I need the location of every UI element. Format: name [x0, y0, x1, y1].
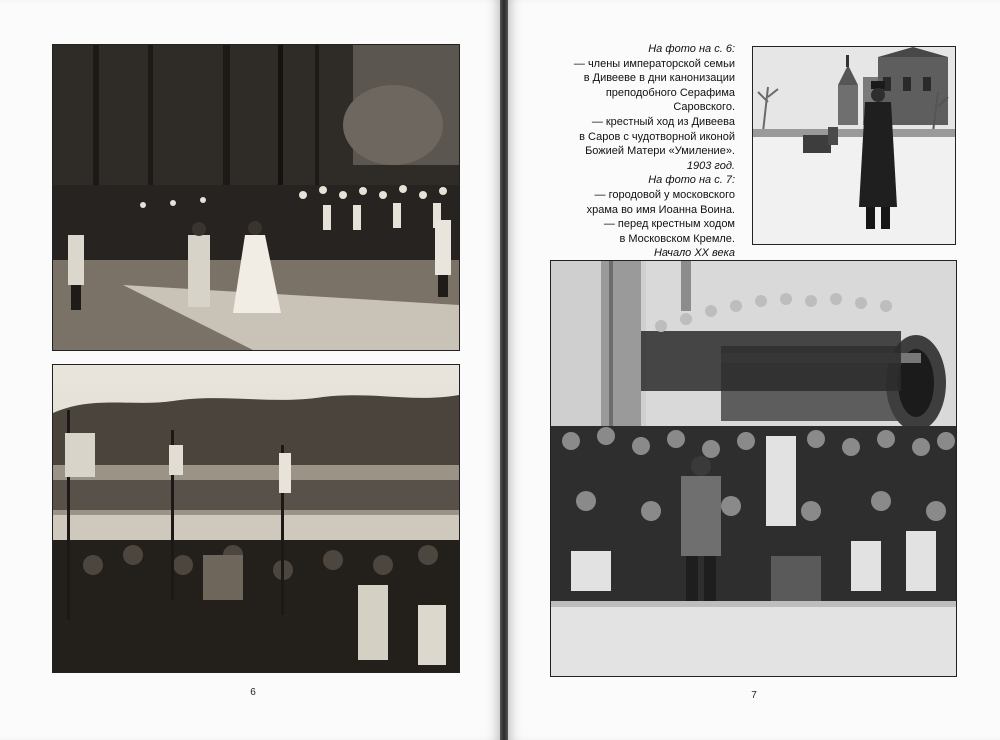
caption-line: 1903 год.	[686, 159, 735, 172]
photo-tsar-cannon	[550, 260, 957, 677]
page-number-left: 6	[250, 687, 256, 698]
page-number-right: 7	[751, 690, 757, 701]
photo-tsar-cannon-image	[551, 261, 956, 676]
caption-line: преподобного Серафима	[605, 86, 735, 99]
caption-line: Саровского.	[673, 101, 735, 114]
photo-imperial-family-image	[53, 45, 459, 350]
caption-line: На фото на с. 6:	[648, 43, 735, 55]
photo-imperial-family	[52, 44, 460, 351]
caption-line: — члены императорской семьи	[573, 57, 735, 70]
photo-policeman-church-image	[753, 47, 955, 244]
caption-line: Божией Матери «Умиление».	[585, 145, 735, 158]
book-gutter	[500, 0, 508, 740]
photo-procession	[52, 364, 460, 673]
caption-line: — крестный ход из Дивеева	[591, 115, 735, 128]
caption-line: в Дивееве в дни канонизации	[583, 72, 735, 85]
caption-line: Начало XX века	[653, 247, 735, 260]
caption-line: в Московском Кремле.	[619, 232, 735, 245]
photo-procession-image	[53, 365, 459, 672]
caption-line: На фото на с. 7:	[648, 174, 735, 187]
photo-caption	[555, 42, 735, 261]
photo-policeman-church	[752, 46, 956, 245]
caption-line: — перед крестным ходом	[603, 218, 735, 231]
caption-line: храма во имя Иоанна Воина.	[586, 203, 735, 216]
caption-line: в Саров с чудотворной иконой	[579, 130, 735, 143]
caption-line: — городовой у московского	[594, 188, 735, 201]
